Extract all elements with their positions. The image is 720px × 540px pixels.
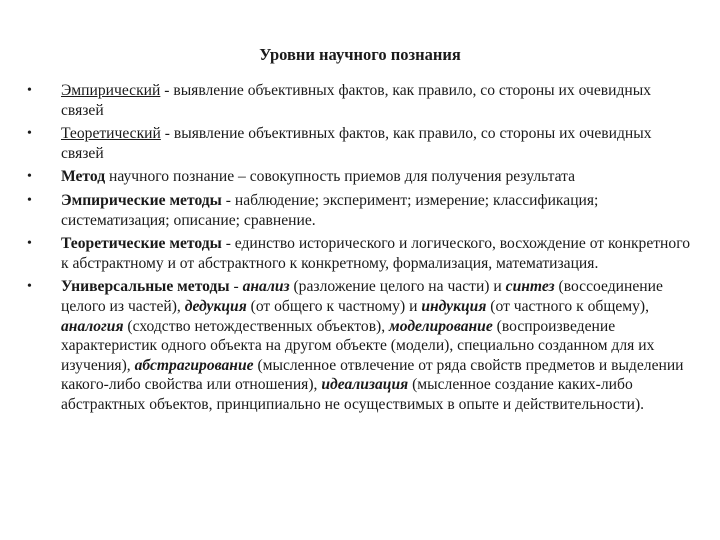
- bullet-icon: •: [27, 169, 32, 185]
- emphasized-term: синтез: [505, 278, 555, 296]
- list-item: [27, 277, 692, 414]
- text-fragment: -: [229, 278, 243, 296]
- emphasized-term: абстрагирование: [134, 356, 254, 374]
- emphasized-term: Эмпирические методы: [61, 191, 222, 209]
- list-item: [27, 124, 692, 163]
- list-item: [27, 167, 692, 187]
- text-fragment: (сходство нетождественных объектов),: [123, 317, 390, 335]
- emphasized-term: Универсальные методы: [61, 278, 230, 296]
- bullet-icon: •: [27, 83, 32, 98]
- text-fragment: (от общего к частному) и: [246, 297, 422, 315]
- emphasized-term: Эмпирический: [61, 82, 161, 99]
- bullet-list: [27, 81, 692, 419]
- text-fragment: - выявление объективных фактов, как правило, со стороны их очевидных связей: [61, 82, 652, 119]
- text-fragment: (воссоединение целого из частей),: [61, 278, 663, 315]
- bullet-icon: •: [27, 236, 32, 252]
- text-fragment: (разложение целого на части) и: [289, 278, 506, 296]
- bullet-icon: •: [27, 126, 32, 142]
- list-item-text: [61, 168, 575, 185]
- list-item-text: [61, 82, 651, 119]
- list-item-text: [61, 235, 690, 272]
- list-item: [27, 234, 692, 273]
- text-fragment: (мысленное отвлечение от ряда свойств предметов и выделении какого-либо свойства или отношения),: [61, 356, 684, 394]
- emphasized-term: анализ: [242, 278, 290, 296]
- emphasized-term: дедукция: [184, 297, 247, 315]
- emphasized-term: аналогия: [61, 317, 124, 335]
- list-item-text: [61, 125, 652, 162]
- bullet-icon: •: [27, 279, 32, 295]
- list-item-text: [61, 192, 598, 229]
- list-item-text: [61, 278, 684, 413]
- text-fragment: - наблюдение; эксперимент; измерение; классификация; систематизация; описание; сравнение.: [61, 191, 599, 229]
- text-fragment: - выявление объективных фактов, как правило, со стороны их очевидных связей: [61, 125, 652, 162]
- emphasized-term: Теоретические методы: [61, 235, 222, 253]
- emphasized-term: Теоретический: [61, 125, 161, 143]
- text-fragment: (мысленное создание каких-либо абстрактных объектов, принципиально не осуществимых в опыте и действительности).: [61, 376, 645, 413]
- bullet-icon: •: [27, 192, 32, 208]
- list-item: [27, 81, 692, 120]
- list-item: [27, 191, 692, 230]
- text-fragment: (от частного к общему),: [486, 297, 650, 315]
- emphasized-term: идеализация: [321, 376, 409, 394]
- text-fragment: (воспроизведение характеристик одного объекта на другом объекте (модели), специально созданном для их изучения),: [61, 317, 655, 374]
- text-fragment: научного познание – совокупность приемов для получения результата: [105, 168, 576, 186]
- emphasized-term: моделирование: [389, 317, 493, 335]
- text-fragment: - единство исторического и логического, восхождение от конкретного к абстрактному и от абстрактного к конкретному, формализация, математизация.: [61, 235, 690, 272]
- emphasized-term: Метод: [61, 168, 106, 186]
- slide-title: Уровни научного познания: [259, 45, 461, 64]
- emphasized-term: индукция: [421, 297, 487, 315]
